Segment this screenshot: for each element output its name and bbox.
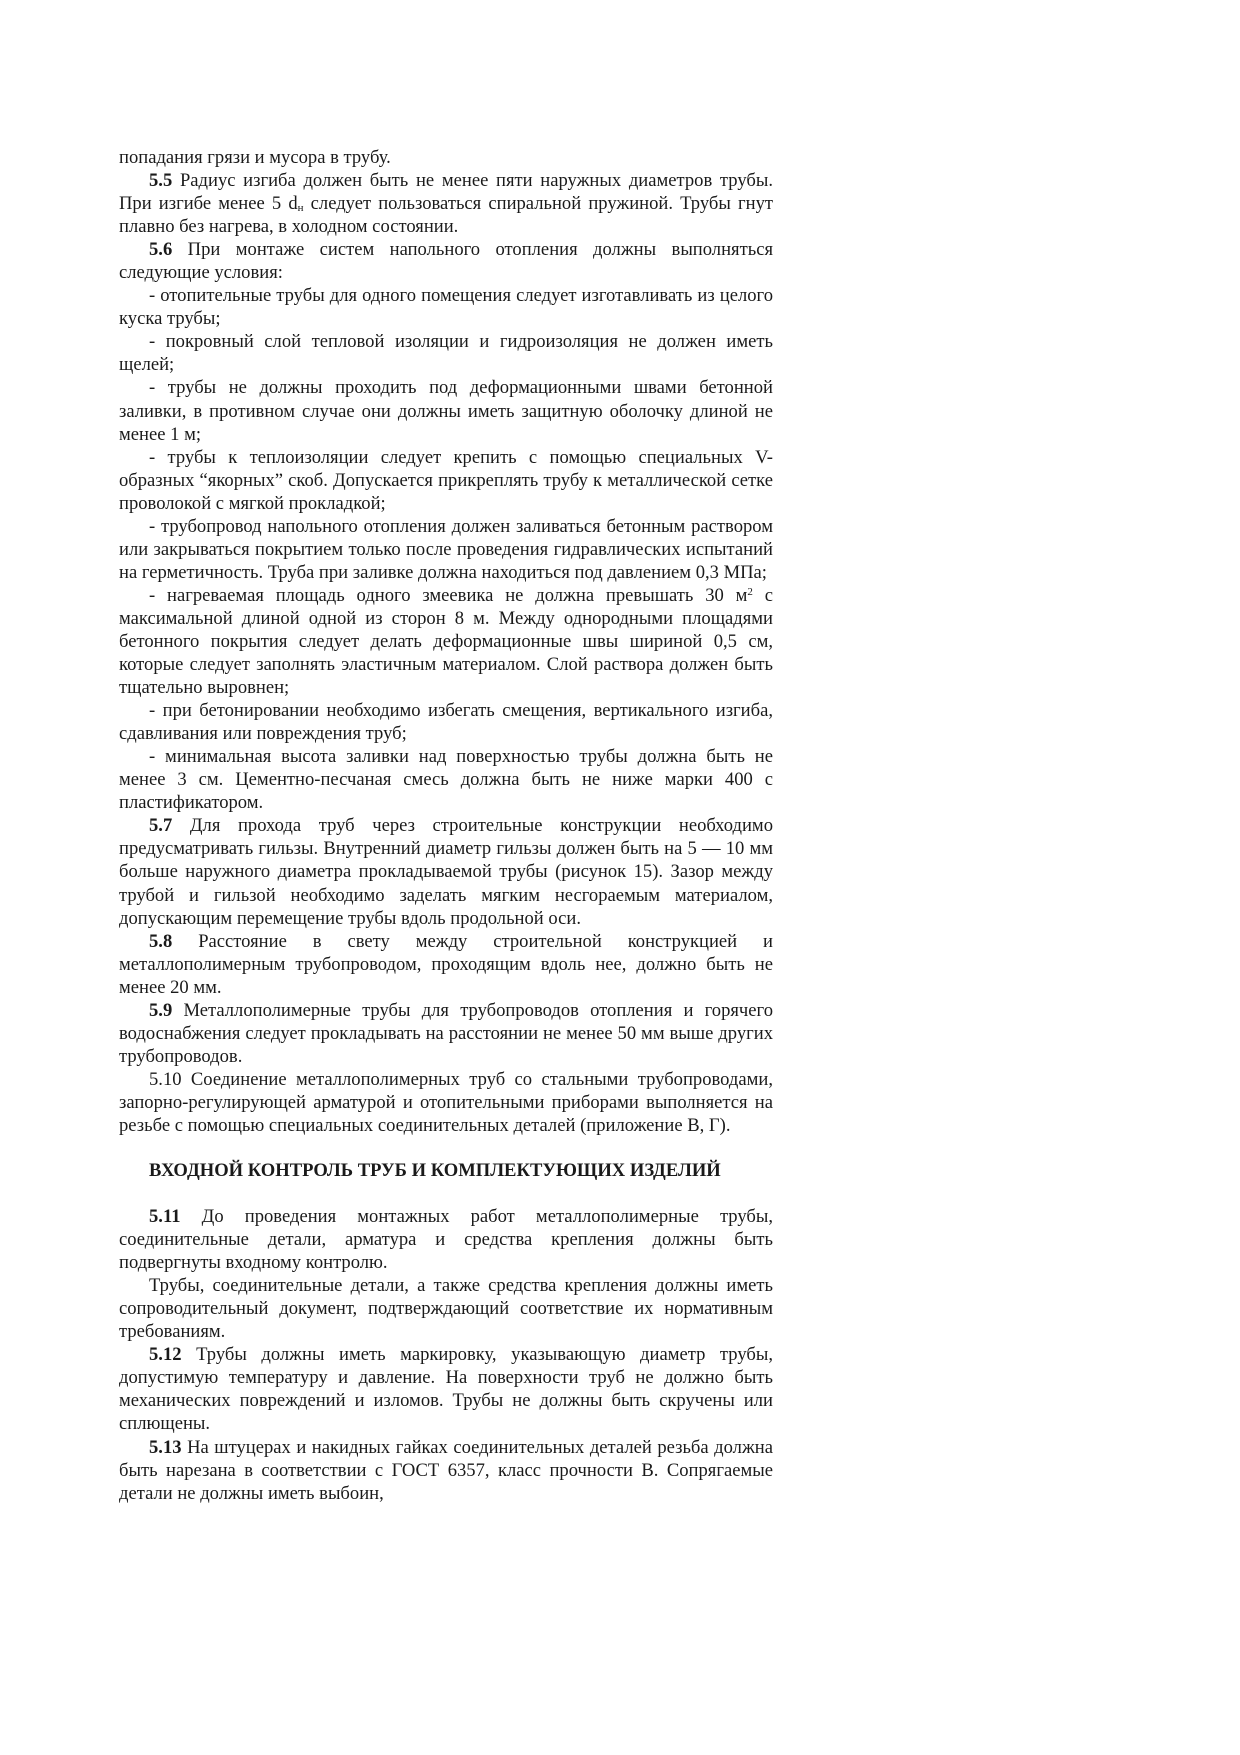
list-item: - нагреваемая площадь одного змеевика не должна превышать 30 $м^2$ с максимальной длиной одной из сторон 8 м. Между однородными площадями бетонного покрытия следует делать деформационные швы шириной 0,5 см, которые следует заполнять эластичным материалом. Слой раствора должен быть тщательно выровнен; — [119, 584, 773, 699]
list-item: - трубы к теплоизоляции следует крепить с помощью специальных V-образных “якорных” скоб. Допускается прикреплять трубу к металлической сетке проволокой с мягкой прокладкой; — [119, 446, 773, 514]
list-item: - покровный слой тепловой изоляции и гидроизоляция не должен иметь щелей; — [119, 331, 773, 376]
clause-number: 5.13 — [149, 1436, 182, 1458]
list-item: - трубы не должны проходить под деформационными швами бетонной заливки, в противном случае они должны иметь защитную оболочку длиной не менее 1 м; — [119, 377, 773, 445]
spacer — [119, 1182, 773, 1205]
paragraph-5-12: 5.12 Трубы должны иметь маркировку, указывающую диаметр трубы, допустимую температуру и давление. На поверхности труб не должно быть механических повреждений и изломов. Трубы не должны быть скручены или сплющены. — [119, 1344, 773, 1435]
list-item: - минимальная высота заливки над поверхностью трубы должна быть не менее 3 см. Цементно-песчаная смесь должна быть не ниже марки 400 с пластификатором. — [119, 746, 773, 814]
paragraph-5-7: 5.7 Для прохода труб через строительные конструкции необходимо предусматривать гильзы. Внутренний диаметр гильзы должен быть на 5 — 10 мм больше наружного диаметра прокладываемой трубы (рисунок 15). Зазор между трубой и гильзой необходимо заделать мягким несгораемым материалом, допускающим перемещение трубы вдоль продольной оси. — [119, 815, 773, 929]
document-page — [119, 146, 773, 1505]
paragraph-continuation: попадания грязи и мусора в трубу. — [119, 147, 391, 168]
list-item: - трубопровод напольного отопления должен заливаться бетонным раствором или закрываться покрытием только после проведения гидравлических испытаний на герметичность. Труба при заливке должна находиться под давлением 0,3 МПа; — [119, 515, 773, 583]
paragraph-5-13: 5.13 На штуцерах и накидных гайках соединительных деталей резьба должна быть нарезана в соответствии с ГОСТ 6357, класс прочности В. Сопрягаемые детали не должны иметь выбоин, — [119, 1436, 773, 1504]
list-item: - отопительные трубы для одного помещения следует изготавливать из целого куска трубы; — [119, 285, 773, 330]
paragraph-5-5: 5.5 Радиус изгиба должен быть не менее пяти наружных диаметров трубы. При изгибе менее 5 dн следует пользоваться спиральной пружиной. Трубы гнут плавно без нагрева, в холодном состоянии. — [119, 170, 773, 238]
subscript: н — [297, 202, 304, 215]
clause-number: 5.7 — [149, 815, 173, 837]
clause-number: 5.9 — [149, 999, 173, 1021]
paragraph-5-9: 5.9 Металлополимерные трубы для трубопроводов отопления и горячего водоснабжения следует прокладывать на расстоянии не менее 50 мм выше других трубопроводов. — [119, 999, 773, 1067]
clause-number: 5.11 — [149, 1206, 181, 1228]
superscript: 2 — [747, 585, 753, 598]
clause-number: 5.8 — [149, 930, 173, 952]
paragraph-5-8: 5.8 Расстояние в свету между строительной конструкцией и металлополимерным трубопроводом, проходящим вдоль нее, должно быть не менее 20 мм. — [119, 930, 774, 998]
paragraph-5-6: 5.6 При монтаже систем напольного отопления должны выполняться следующие условия: — [119, 239, 774, 284]
paragraph-5-10: 5.10 Соединение металлополимерных труб со стальными трубопроводами, запорно-регулирующей арматурой и отопительными приборами выполняется на резьбе с помощью специальных соединительных деталей (приложение В, Г). — [119, 1068, 773, 1136]
paragraph-5-11-continued: Трубы, соединительные детали, а также средства крепления должны иметь сопроводительный документ, подтверждающий соответствие их нормативным требованиям. — [119, 1275, 773, 1343]
list-item: - при бетонировании необходимо избегать смещения, вертикального изгиба, сдавливания или повреждения труб; — [119, 700, 773, 745]
clause-number: 5.12 — [149, 1344, 182, 1366]
paragraph-5-11: 5.11 До проведения монтажных работ металлополимерные трубы, соединительные детали, арматура и средства крепления должны быть подвергнуты входному контролю. — [119, 1206, 774, 1274]
section-heading: ВХОДНОЙ КОНТРОЛЬ ТРУБ И КОМПЛЕКТУЮЩИХ ИЗДЕЛИЙ — [149, 1160, 721, 1182]
clause-number: 5.6 — [149, 239, 173, 261]
clause-number: 5.5 — [149, 170, 173, 192]
